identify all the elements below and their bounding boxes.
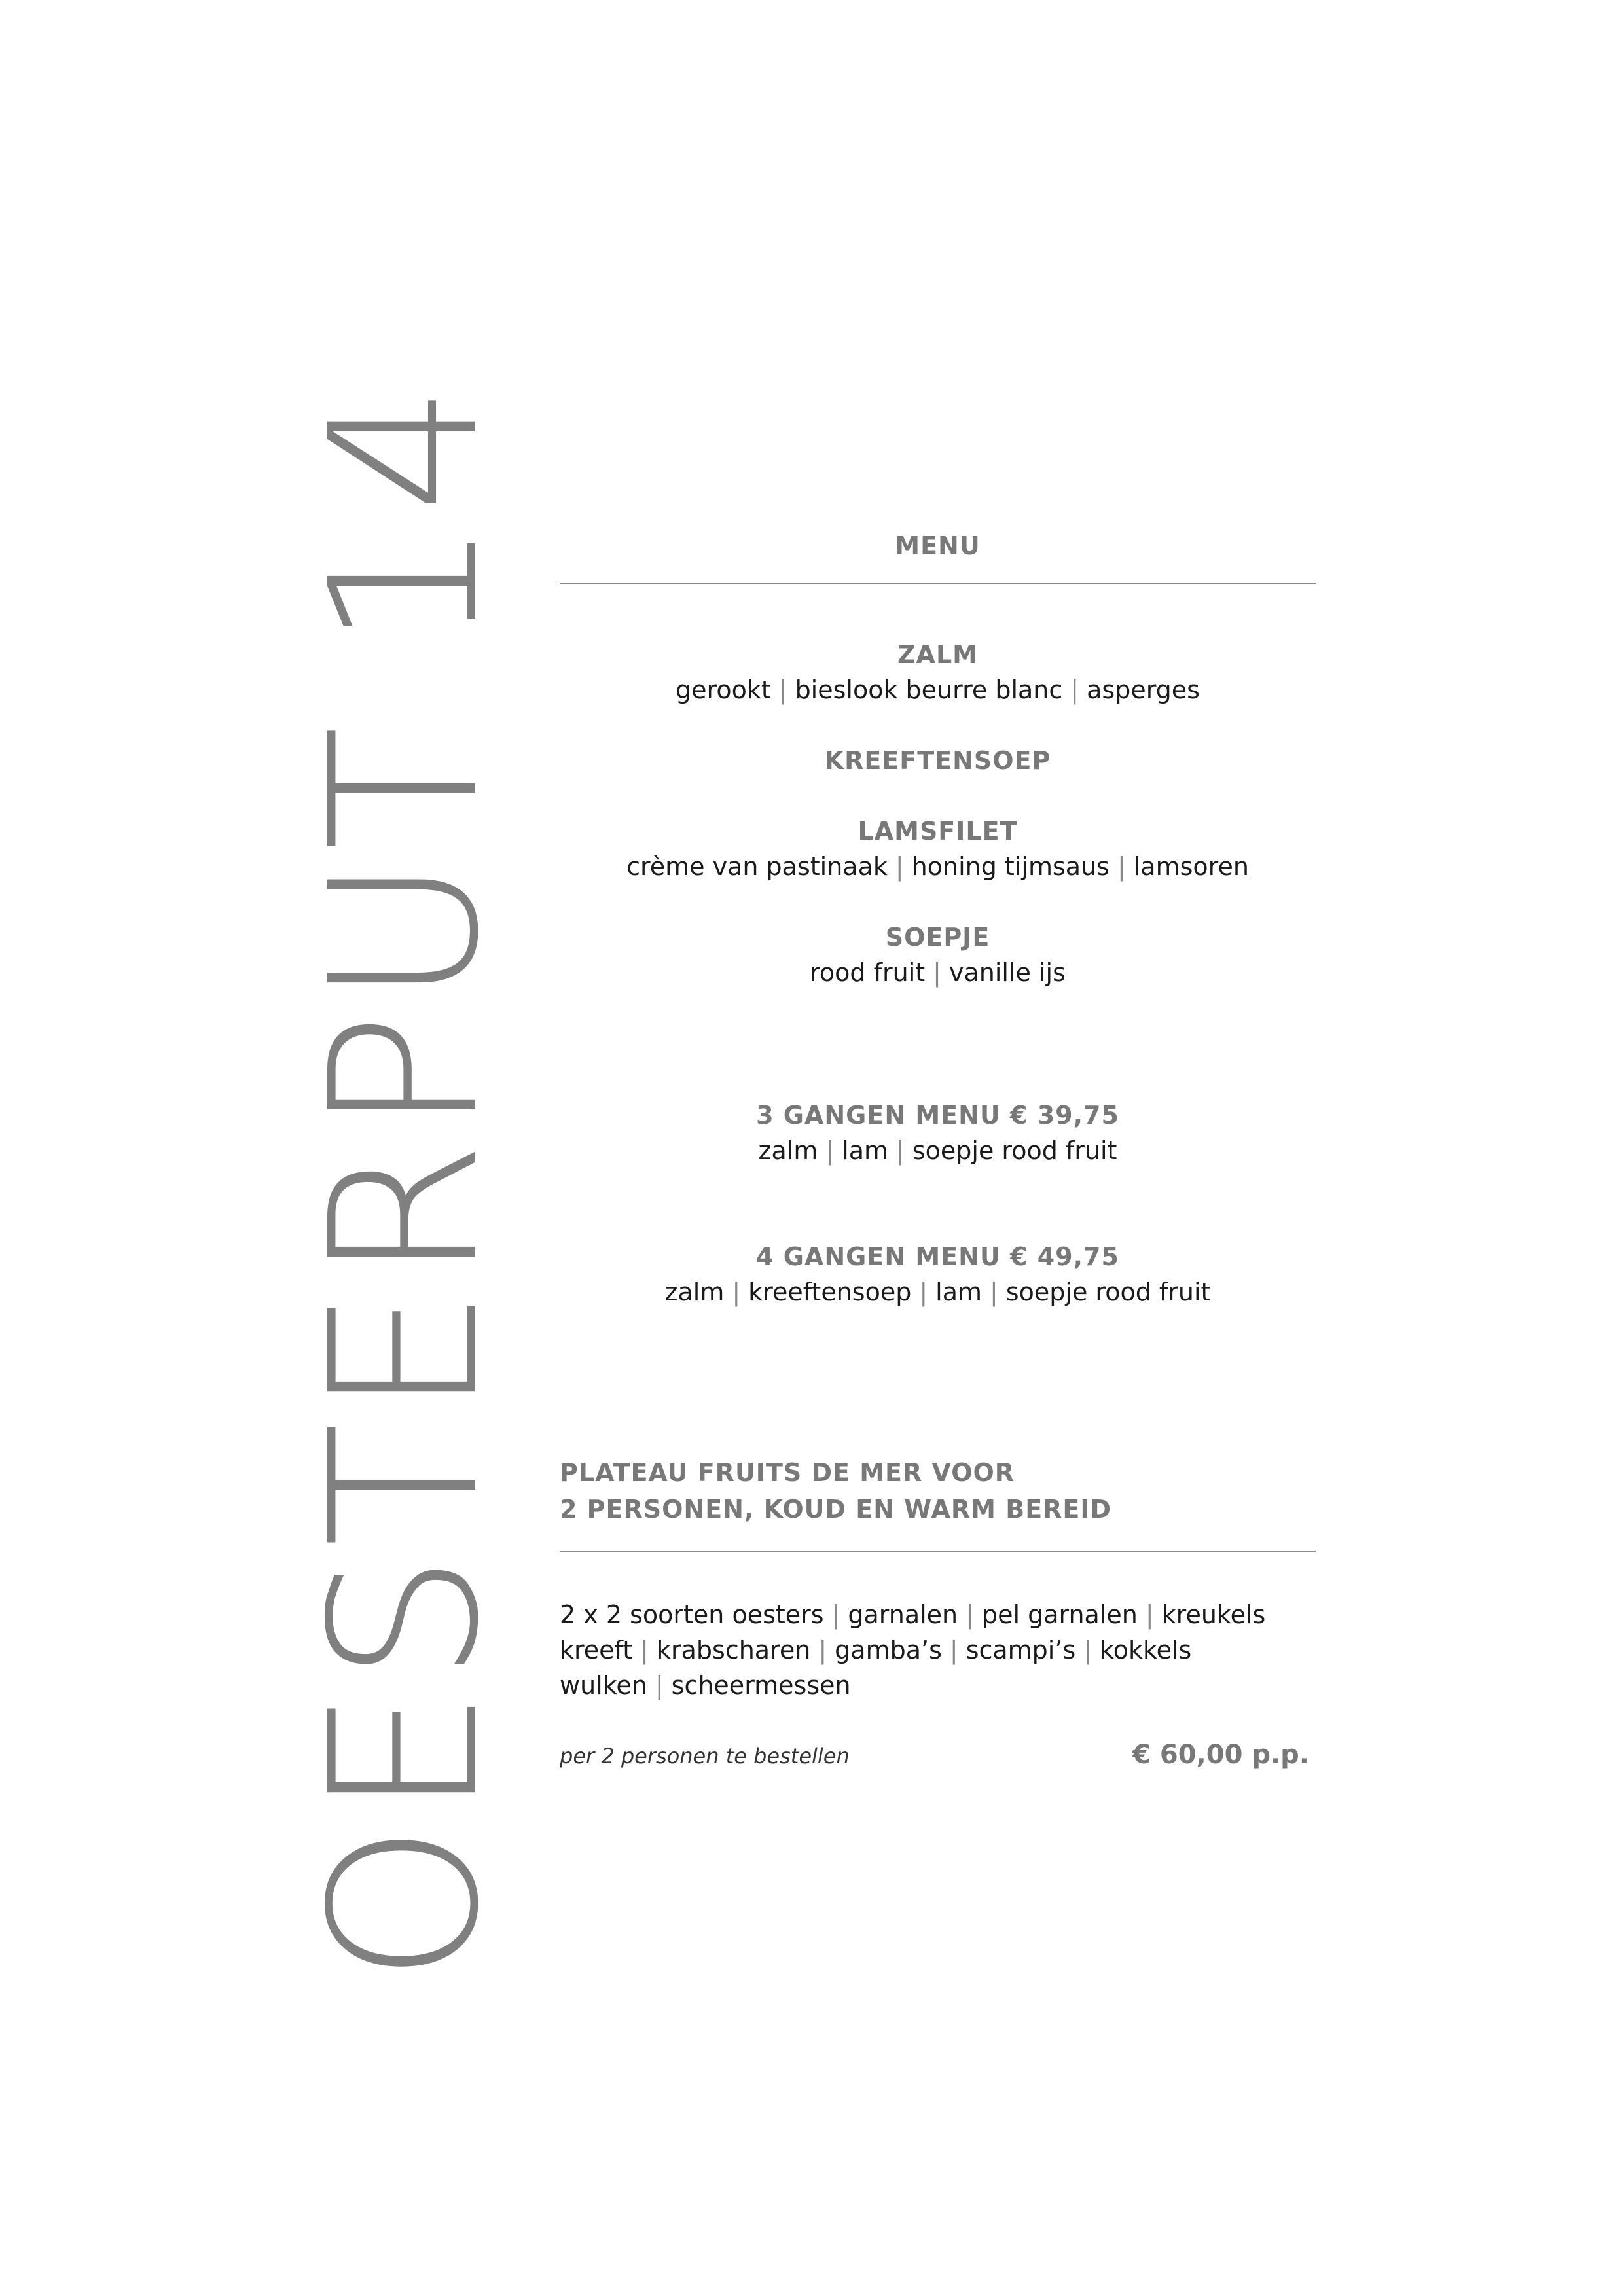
- dish-description: [560, 958, 1316, 987]
- separator: |: [778, 675, 787, 704]
- separator: |: [965, 1600, 974, 1629]
- list-item: soepje rood fruit: [912, 1136, 1117, 1165]
- order-note: per 2 personen te bestellen: [560, 1744, 850, 1768]
- separator: |: [1070, 675, 1079, 704]
- dish-zalm: [560, 640, 1316, 704]
- list-item: soepje rood fruit: [1005, 1278, 1211, 1306]
- list-item: zalm: [758, 1136, 818, 1165]
- plateau-title-line2: 2 PERSONEN, KOUD EN WARM BEREID: [560, 1495, 1112, 1524]
- list-item: kokkels: [1100, 1636, 1192, 1664]
- list-item: rood fruit: [810, 958, 926, 987]
- separator: |: [949, 1636, 958, 1664]
- dish-soepje: [560, 923, 1316, 987]
- set-menu-courses: [560, 1136, 1316, 1165]
- plateau-items-line: [560, 1632, 1316, 1668]
- restaurant-name-vertical: OESTERPUT 14: [287, 377, 524, 1983]
- list-item: wulken: [560, 1671, 647, 1700]
- separator: |: [655, 1671, 664, 1700]
- list-item: asperges: [1087, 675, 1200, 704]
- plateau-items-line: [560, 1668, 1316, 1703]
- menu-divider: [560, 583, 1316, 584]
- plateau-title-line1: PLATEAU FRUITS DE MER VOOR: [560, 1458, 1015, 1487]
- dish-name: KREEFTENSOEP: [824, 746, 1051, 775]
- list-item: garnalen: [848, 1600, 958, 1629]
- dish-name: SOEPJE: [885, 923, 990, 952]
- list-item: zalm: [664, 1278, 725, 1306]
- dish-description: [560, 675, 1316, 704]
- plateau-items: [560, 1597, 1316, 1703]
- dish-name: LAMSFILET: [857, 817, 1018, 846]
- list-item: vanille ijs: [948, 958, 1066, 987]
- list-item: 2 x 2 soorten oesters: [560, 1600, 824, 1629]
- separator: |: [1145, 1600, 1154, 1629]
- list-item: bieslook beurre blanc: [795, 675, 1063, 704]
- dish-lamsfilet: [560, 817, 1316, 881]
- list-item: lam: [935, 1278, 983, 1306]
- list-item: pel garnalen: [981, 1600, 1138, 1629]
- plateau-price-line: [560, 1740, 1316, 1770]
- set-menu-3: [560, 1101, 1316, 1165]
- separator: |: [990, 1278, 998, 1306]
- separator: |: [732, 1278, 741, 1306]
- dish-name: ZALM: [897, 640, 978, 669]
- set-menu-4: [560, 1242, 1316, 1306]
- list-item: kreeftensoep: [748, 1278, 912, 1306]
- list-item: scheermessen: [671, 1671, 851, 1700]
- plateau-items-line: [560, 1597, 1316, 1632]
- dish-kreeftensoep: [560, 746, 1316, 775]
- list-item: kreukels: [1161, 1600, 1266, 1629]
- separator: |: [895, 852, 904, 881]
- separator: |: [933, 958, 941, 987]
- list-item: lamsoren: [1133, 852, 1249, 881]
- dish-description: [560, 852, 1316, 881]
- list-item: crème van pastinaak: [626, 852, 888, 881]
- list-item: gamba’s: [835, 1636, 942, 1664]
- menu-title: MENU: [895, 531, 981, 560]
- list-item: gerookt: [676, 675, 771, 704]
- separator: |: [1083, 1636, 1092, 1664]
- separator: |: [1117, 852, 1126, 881]
- separator: |: [640, 1636, 649, 1664]
- set-menu-title: 4 GANGEN MENU € 49,75: [756, 1242, 1119, 1271]
- list-item: kreeft: [560, 1636, 633, 1664]
- plateau-price: € 60,00 p.p.: [1132, 1740, 1309, 1770]
- list-item: krabscharen: [656, 1636, 811, 1664]
- separator: |: [919, 1278, 928, 1306]
- plateau-title: [560, 1454, 1316, 1528]
- set-menu-title: 3 GANGEN MENU € 39,75: [756, 1101, 1119, 1130]
- separator: |: [825, 1136, 835, 1165]
- separator: |: [831, 1600, 840, 1629]
- set-menu-courses: [560, 1278, 1316, 1306]
- list-item: scampi’s: [965, 1636, 1076, 1664]
- separator: |: [896, 1136, 905, 1165]
- plateau-divider: [560, 1551, 1316, 1552]
- list-item: honing tijmsaus: [911, 852, 1110, 881]
- separator: |: [818, 1636, 827, 1664]
- list-item: lam: [842, 1136, 889, 1165]
